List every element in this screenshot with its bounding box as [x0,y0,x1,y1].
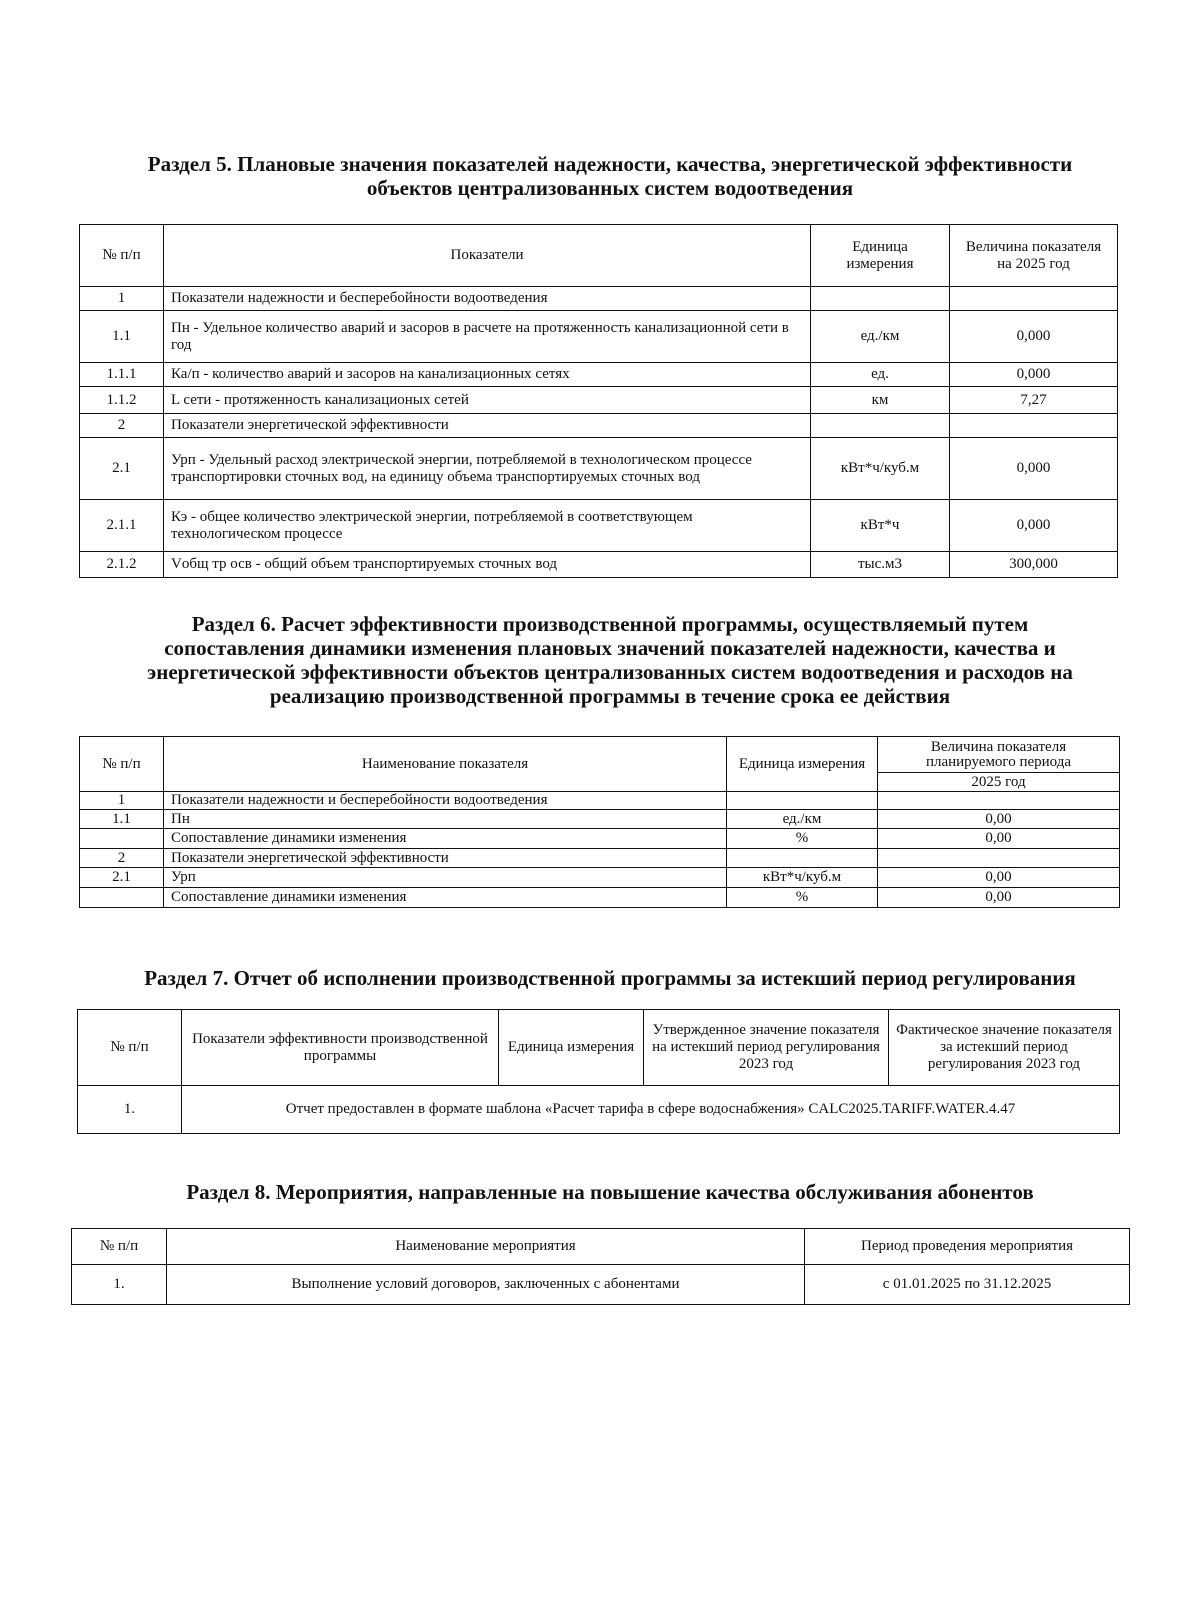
header-num: № п/п [72,1229,167,1265]
table-row: 1. Отчет предоставлен в формате шаблона «Расчет тарифа в сфере водоснабжения» CALC2025.TARIFF.WATER.4.47 [78,1086,1120,1134]
header-actual: Фактическое значение показателя за истекший период регулирования 2023 год [889,1010,1120,1086]
section7-title: Раздел 7. Отчет об исполнении производственной программы за истекший период регулирования [144,966,1076,990]
table-row: 1.1.2 L сети - протяженность канализационых сетей км 7,27 [80,387,1118,414]
table-row: 1.1.1 Ка/п - количество аварий и засоров на канализационных сетях ед. 0,000 [80,363,1118,387]
header-indicators: Показатели эффективности производственной программы [182,1010,499,1086]
table-row: 1 Показатели надежности и бесперебойности водоотведения [80,792,1120,810]
header-value: Величина показателя на 2025 год [950,225,1118,287]
section7-table [77,1009,1120,1134]
section6-table [79,736,1120,908]
table-row: 2 Показатели энергетической эффективности [80,414,1118,438]
header-num: № п/п [78,1010,182,1086]
header-name: Наименование показателя [164,737,727,792]
table-row: Сопоставление динамики изменения % 0,00 [80,829,1120,849]
table-row: 1.1 Пн ед./км 0,00 [80,810,1120,829]
section8-table [71,1228,1130,1305]
header-year: 2025 год [878,773,1120,792]
header-unit: Единица измерения [727,737,878,792]
header-unit: Единица измерения [811,225,950,287]
table-header-row [80,225,1118,287]
table-header-row [80,737,1120,773]
section6-title: Раздел 6. Расчет эффективности производственной программы, осуществляемый путем сопоставления динамики изменения плановых значений показателей надежности, качества и энергетической эффективности объектов централизованных систем водоотведения и расходов на реализацию производственной программы в течение срока ее действия [147,612,1073,708]
header-unit: Единица измерения [499,1010,644,1086]
header-period: Период проведения мероприятия [805,1229,1130,1265]
header-value: Величина показателя планируемого периода [878,737,1120,773]
header-num: № п/п [80,225,164,287]
table-row: 2.1.2 Vобщ тр осв - общий объем транспортируемых сточных вод тыс.м3 300,000 [80,552,1118,578]
header-approved: Утвержденное значение показателя на истекший период регулирования 2023 год [644,1010,889,1086]
table-row: 1.1 Пн - Удельное количество аварий и засоров в расчете на протяженность канализационной сети в год ед./км 0,000 [80,311,1118,363]
table-header-row [78,1010,1120,1086]
header-name: Наименование мероприятия [167,1229,805,1265]
table-row: 2.1 Урп - Удельный расход электрической энергии, потребляемой в технологическом процессе транспортировки сточных вод, на единицу объема транспортируемых сточных вод кВт*ч/куб.м 0,000 [80,438,1118,500]
table-row: Сопоставление динамики изменения % 0,00 [80,888,1120,908]
table-row: 1. Выполнение условий договоров, заключенных с абонентами с 01.01.2025 по 31.12.2025 [72,1265,1130,1305]
section5-table [79,224,1118,578]
table-row: 2.1 Урп кВт*ч/куб.м 0,00 [80,868,1120,888]
section8-title: Раздел 8. Мероприятия, направленные на повышение качества обслуживания абонентов [186,1180,1034,1204]
header-num: № п/п [80,737,164,792]
table-header-row [72,1229,1130,1265]
table-row: 1 Показатели надежности и бесперебойности водоотведения [80,287,1118,311]
header-indicator: Показатели [164,225,811,287]
table-row: 2 Показатели энергетической эффективности [80,849,1120,868]
section5-title: Раздел 5. Плановые значения показателей надежности, качества, энергетической эффективности объектов централизованных систем водоотведения [147,152,1073,200]
table-row: 2.1.1 Кэ - общее количество электрической энергии, потребляемой в соответствующем технологическом процессе кВт*ч 0,000 [80,500,1118,552]
